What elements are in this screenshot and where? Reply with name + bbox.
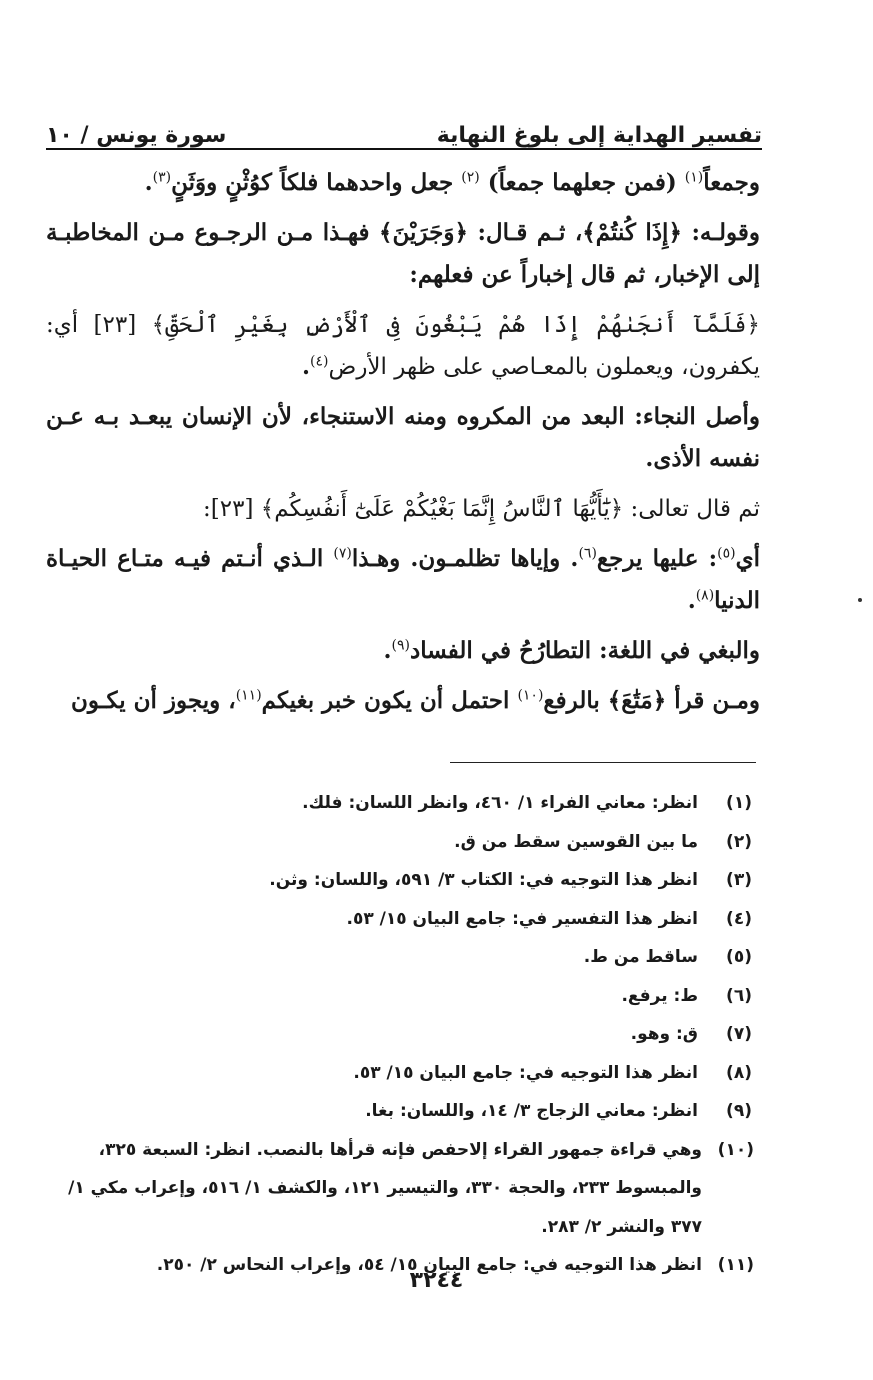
surah-label: سورة يونس / ١٠ bbox=[46, 123, 227, 148]
footnote-ref-8: (٨) bbox=[695, 587, 715, 604]
footnote-divider bbox=[450, 762, 756, 763]
footnote: (٤) انظر هذا التفسير في: جامع البيان ١٥/ ٥٣. bbox=[346, 908, 752, 929]
book-title: تفسير الهداية إلى بلوغ النهاية bbox=[436, 123, 762, 148]
footnote-ref-5: (٥) bbox=[717, 545, 736, 562]
paragraph-7: والبغي في اللغة: التطارُحُ في الفساد$^{(٩)}$. bbox=[383, 637, 760, 664]
paragraph-5: ثم قال تعالى: ﴿يَٰٓأَيُّهَا ٱلنَّاسُ إِنَّمَا بَغْيُكُمْ عَلَىٰٓ أَنفُسِكُم﴾ [٢٣]: bbox=[203, 496, 760, 522]
footnote: (٢) ما بين القوسين سقط من ق. bbox=[454, 831, 752, 852]
paragraph-3: ﴿فَلَمَّآ أَنجَىٰهُمْ إِذَا هُمْ يَبْغُونَ فِى ٱلْأَرْضِ بِغَيْرِ ٱلْحَقِّ﴾ [٢٣] أي: يكفرون، ويعملون بالمعـاصي على ظهر الأرض$^{(٤)}$. bbox=[46, 312, 760, 380]
footnote: (٩) انظر: معاني الزجاج ٣/ ١٤، واللسان: بغا. bbox=[365, 1101, 752, 1121]
footnote: (١١) انظر هذا التوجيه في: جامع البيان ١٥/ ٥٤، وإعراب النحاس ٢/ ٢٥٠. bbox=[156, 1255, 754, 1275]
page-number: ٣٢٤٤ bbox=[409, 1268, 464, 1293]
header-divider bbox=[46, 148, 762, 150]
footnote: (٥) ساقط من ط. bbox=[583, 947, 752, 967]
margin-dot bbox=[858, 598, 862, 602]
footnote-ref-10: (١٠) bbox=[517, 687, 544, 704]
footnote-ref-4: (٤) bbox=[310, 353, 329, 370]
footnote: (٦) ط: يرفع. bbox=[621, 985, 752, 1006]
paragraph-8: ومـن قرأ ﴿مَتَٰعَ﴾ بالرفع$^{(١٠)}$ احتمل أن يكون خبر بغيكم$^{(١١)}$، ويجوز أن يكـون bbox=[71, 687, 760, 714]
footnote-ref-6: (٦) bbox=[578, 545, 597, 562]
paragraph-1: وجمعاً$^{(١)}$ (فمن جعلهما جمعاً) $^{(٢)}$ جعل واحدهما فلكاً كوُثْنٍ ووَثَنٍ$^{(٣)}$. bbox=[144, 169, 760, 196]
footnote-ref-2: (٢) bbox=[461, 169, 480, 186]
running-header bbox=[46, 108, 762, 148]
footnote: (٣) انظر هذا التوجيه في: الكتاب ٣/ ٥٩١، واللسان: وثن. bbox=[269, 870, 752, 890]
footnote-ref-1: (١) bbox=[684, 169, 704, 186]
footnote-ref-7: (٧) bbox=[333, 545, 352, 562]
footnotes bbox=[46, 784, 760, 1285]
footnote: (٧) ق: وهو. bbox=[630, 1024, 752, 1044]
paragraph-2: وقولـه: ﴿إِذَا كُنتُمْ﴾، ثـم قـال: ﴿وَجَرَيْنَ﴾ فهـذا مـن الرجـوع مـن المخاطبـة إلى الإخبار، ثم قال إخباراً عن فعلهم: bbox=[46, 219, 760, 288]
paragraph-4: وأصل النجاء: البعد من المكروه ومنه الاستنجاء، لأن الإنسان يبعـد بـه عـن نفسه الأذى. bbox=[46, 403, 760, 472]
footnote: (١٠) وهي قراءة جمهور القراء إلاحفص فإنه قرأها بالنصب. انظر: السبعة ٣٢٥، والمبسوط ٢٣٣، والحجة ٣٣٠، والتيسير ١٢١، والكشف ١/ ٥١٦، وإعراب مكي ١/ ٣٧٧ والنشر ٢/ ٢٨٣. bbox=[68, 1139, 754, 1237]
footnote-ref-3: (٣) bbox=[152, 169, 172, 186]
footnote: (١) انظر: معاني الفراء ١/ ٤٦٠، وانظر اللسان: فلك. bbox=[302, 793, 752, 813]
paragraph-6: أي$^{(٥)}$: عليها يرجع$^{(٦)}$. وإياها تظلمـون. وهـذا$^{(٧)}$ الـذي أنـتم فيـه متـاع الحيـاة الدنيا$^{(٨)}$. bbox=[46, 545, 760, 614]
main-text bbox=[46, 162, 760, 730]
footnote-ref-11: (١١) bbox=[235, 687, 262, 704]
footnote-ref-9: (٩) bbox=[391, 637, 411, 654]
footnote: (٨) انظر هذا التوجيه في: جامع البيان ١٥/ ٥٣. bbox=[353, 1062, 752, 1083]
